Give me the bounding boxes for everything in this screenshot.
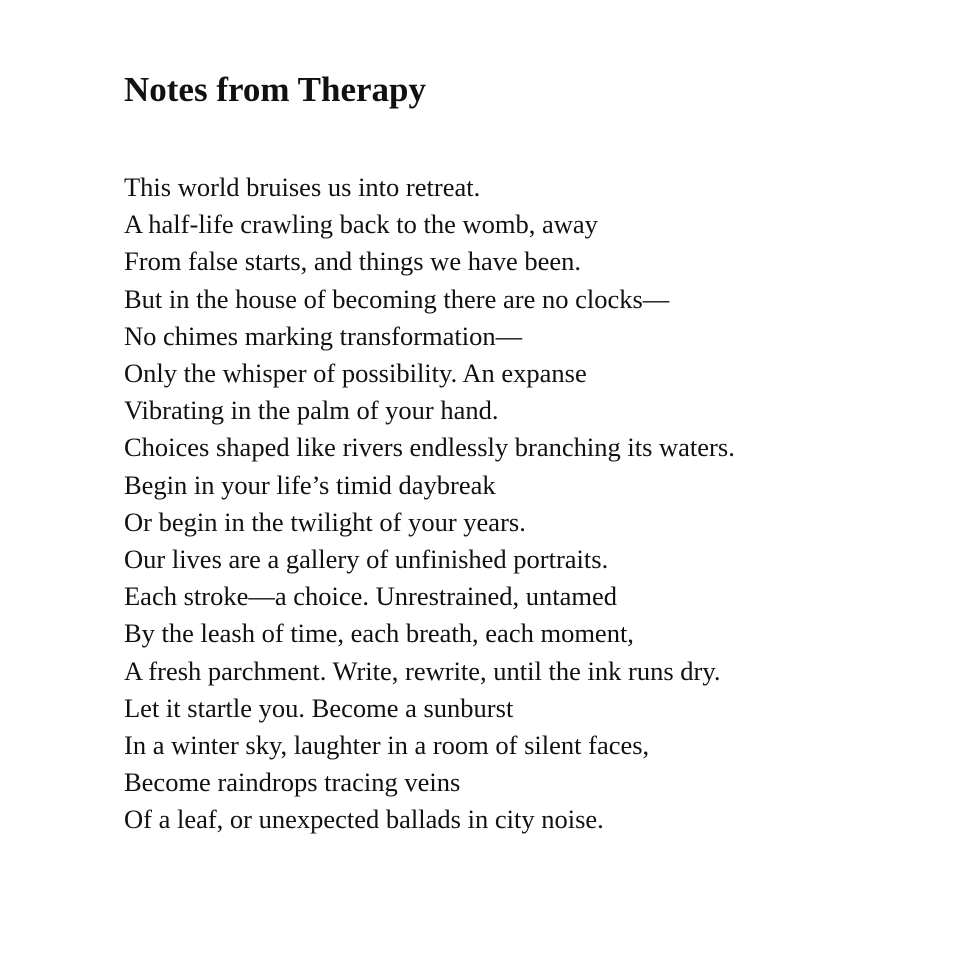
poem-line: Choices shaped like rivers endlessly branching its waters. [124,432,735,463]
poem-line: From false starts, and things we have been. [124,246,582,277]
poem-line: Let it startle you. Become a sunburst [124,692,514,723]
poem-line: By the leash of time, each breath, each moment, [124,618,634,649]
poem-line: But in the house of becoming there are no clocks— [124,283,670,314]
poem-line: Become raindrops tracing veins [124,767,461,798]
poem-line: Each stroke—a choice. Unrestrained, untamed [124,581,617,612]
poem-line: A fresh parchment. Write, rewrite, until the ink runs dry. [124,655,721,686]
poem-line: Our lives are a gallery of unfinished portraits. [124,544,609,575]
poem-line: A half-life crawling back to the womb, away [124,209,598,240]
poem-title: Notes from Therapy [124,70,427,109]
poem-line: Or begin in the twilight of your years. [124,506,526,537]
poem-line: No chimes marking transformation— [124,320,523,351]
poem-line: Of a leaf, or unexpected ballads in city noise. [124,804,604,835]
poem-line: Only the whisper of possibility. An expanse [124,358,587,389]
poem-line: In a winter sky, laughter in a room of silent faces, [124,730,650,761]
poem-line: This world bruises us into retreat. [124,172,481,202]
poem-line: Begin in your life’s timid daybreak [124,469,496,500]
poem-line: Vibrating in the palm of your hand. [124,395,499,426]
poem-body [124,169,735,839]
